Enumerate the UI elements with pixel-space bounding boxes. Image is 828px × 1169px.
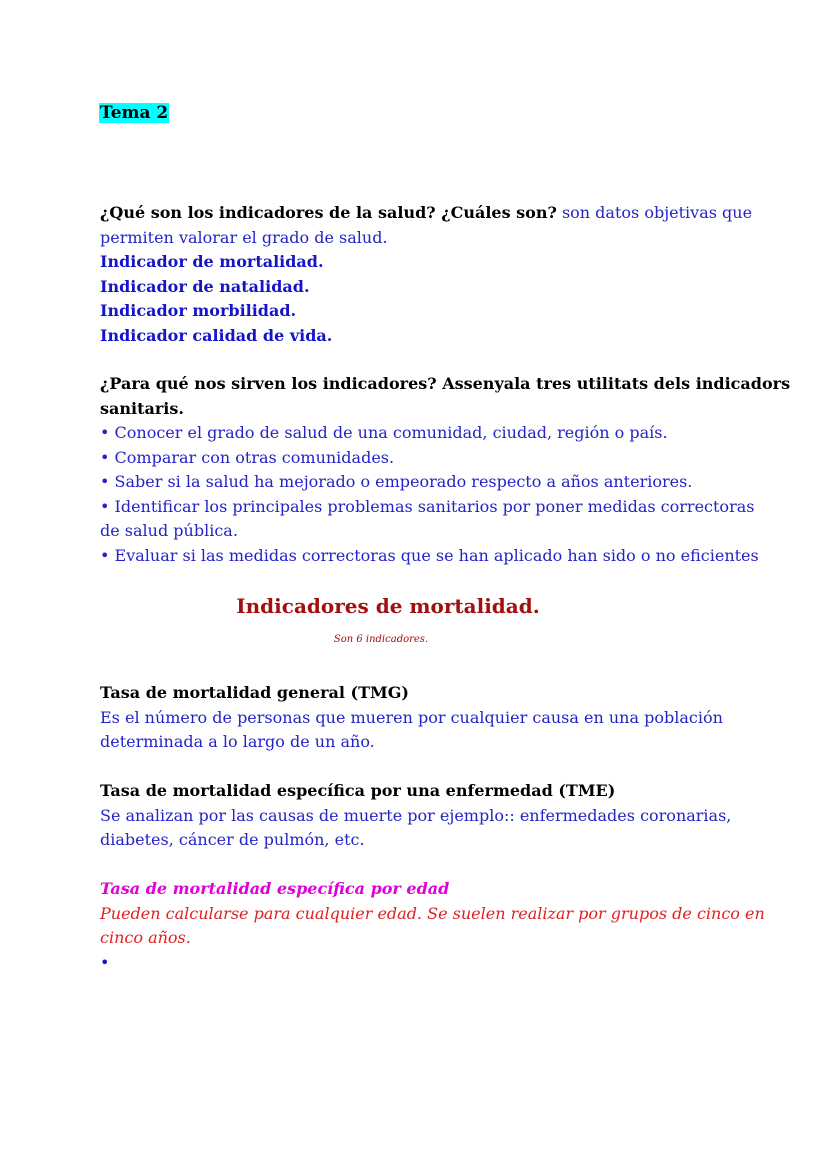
title-wrapper (99, 101, 169, 125)
edad-title: Tasa de mortalidad específica por edad (100, 879, 450, 898)
bullet-item: • Evaluar si las medidas correctoras que se han aplicado han sido o no eficientes (100, 545, 759, 565)
tme-desc-cont: diabetes, cáncer de pulmón, etc. (100, 830, 365, 849)
answer-text-cont: permiten valorar el grado de salud. (100, 227, 388, 247)
indicator-item: Indicador de natalidad. (100, 276, 310, 296)
page-title: Tema 2 (100, 103, 169, 123)
edad-block (100, 877, 765, 975)
edad-desc: Pueden calcularse para cualquier edad. Se suelen realizar por grupos de cinco en (100, 903, 765, 923)
bullet-item: • Comparar con otras comunidades. (100, 447, 395, 467)
empty-bullet: • (100, 952, 110, 972)
question-line (100, 201, 753, 226)
mortality-heading: Indicadores de mortalidad. (236, 594, 540, 618)
indicator-item: Indicador calidad de vida. (100, 325, 333, 345)
section-utilities (100, 372, 791, 568)
edad-desc-cont: cinco años. (100, 928, 191, 947)
bullet-item: • Saber si la salud ha mejorado o empeorado respecto a años anteriores. (100, 472, 693, 491)
indicator-item: Indicador morbilidad. (100, 301, 297, 320)
tmg-block (100, 681, 730, 755)
answer-text: son datos objetivas que (561, 203, 753, 222)
tmg-title: Tasa de mortalidad general (TMG) (100, 683, 409, 702)
section-indicators (100, 201, 753, 348)
tme-title: Tasa de mortalidad específica por una enfermedad (TME) (100, 781, 616, 800)
question-text: ¿Qué son los indicadores de la salud? ¿Cuáles son? (100, 203, 557, 222)
tme-block (100, 779, 730, 853)
bullet-item: • Conocer el grado de salud de una comunidad, ciudad, región o país. (100, 423, 668, 442)
bullet-item-cont: de salud pública. (100, 521, 238, 540)
bullet-item: • Identificar los principales problemas sanitarios por poner medidas correctoras (100, 496, 755, 516)
indicator-item: Indicador de mortalidad. (100, 252, 324, 271)
tmg-desc: Es el número de personas que mueren por cualquier causa en una población (100, 707, 723, 727)
mortality-subheading: Son 6 indicadores. (333, 634, 429, 645)
tmg-desc-cont: determinada a lo largo de un año. (100, 732, 375, 751)
question-text: ¿Para qué nos sirven los indicadores? Assenyala tres utilitats dels indicadors (100, 374, 791, 393)
question-text-cont: sanitaris. (100, 398, 184, 418)
tme-desc: Se analizan por las causas de muerte por ejemplo:: enfermedades coronarias, (100, 805, 732, 825)
